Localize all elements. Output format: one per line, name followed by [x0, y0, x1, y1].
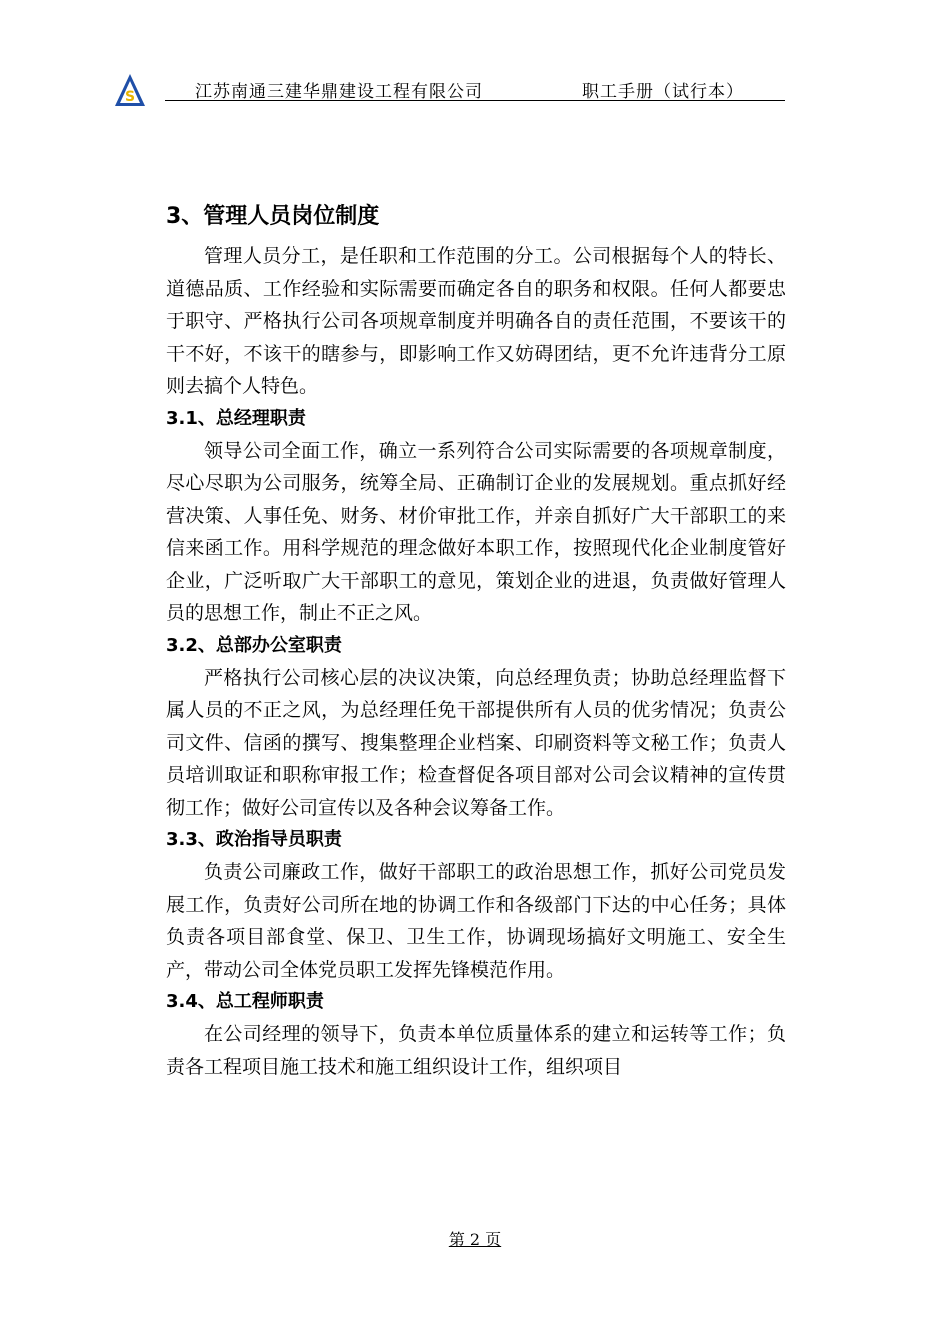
page-content	[166, 196, 786, 1083]
subsection-body-chief-engineer: 在公司经理的领导下，负责本单位质量体系的建立和运转等工作；负责各工程项目施工技术和施工组织设计工作，组织项目	[166, 1023, 786, 1078]
subsection-title-political-instructor: 3.3、政治指导员职责	[166, 829, 342, 850]
subsection-title-general-manager: 3.1、总经理职责	[166, 407, 306, 429]
page-number: 第 2 页	[448, 1230, 502, 1249]
svg-text:S: S	[124, 89, 136, 105]
header-divider	[165, 100, 785, 101]
section-title: 3、管理人员岗位制度	[166, 204, 380, 229]
company-logo-icon	[114, 72, 146, 108]
subsection-title-head-office: 3.2、总部办公室职责	[166, 634, 342, 656]
subsection-body-general-manager: 领导公司全面工作，确立一系列符合公司实际需要的各项规章制度，尽心尽职为公司服务，统筹全局、正确制订企业的发展规划。重点抓好经营决策、人事任免、财务、材价审批工作，并亲自抓好广大干部职工的来信来函工作。用科学规范的理念做好本职工作，按照现代化企业制度管好企业，广泛听取广大干部职工的意见，策划企业的进退，负责做好管理人员的思想工作，制止不正之风。	[166, 439, 786, 624]
section-intro-paragraph: 管理人员分工，是任职和工作范围的分工。公司根据每个人的特长、道德品质、工作经验和实际需要而确定各自的职务和权限。任何人都要忠于职守、严格执行公司各项规章制度并明确各自的责任范围，不要该干的干不好，不该干的瞎参与，即影响工作又妨碍团结，更不允许违背分工原则去搞个人特色。	[166, 245, 786, 397]
subsection-body-political-instructor: 负责公司廉政工作，做好干部职工的政治思想工作，抓好公司党员发展工作，负责好公司所在地的协调工作和各级部门下达的中心任务；具体负责各项目部食堂、保卫、卫生工作，协调现场搞好文明施工、安全生产，带动公司全体党员职工发挥先锋模范作用。	[166, 861, 786, 981]
header-company-name: 江苏南通三建华鼎建设工程有限公司	[195, 82, 483, 102]
header-manual-title: 职工手册（试行本）	[582, 82, 744, 102]
subsection-title-chief-engineer: 3.4、总工程师职责	[166, 991, 324, 1012]
page-footer	[0, 1227, 950, 1250]
subsection-body-head-office: 严格执行公司核心层的决议决策，向总经理负责；协助总经理监督下属人员的不正之风，为总经理任免干部提供所有人员的优劣情况；负责公司文件、信函的撰写、搜集整理企业档案、印刷资料等文秘工作；负责人员培训取证和职称审报工作；检查督促各项目部对公司会议精神的宣传贯彻工作；做好公司宣传以及各种会议筹备工作。	[166, 666, 786, 819]
